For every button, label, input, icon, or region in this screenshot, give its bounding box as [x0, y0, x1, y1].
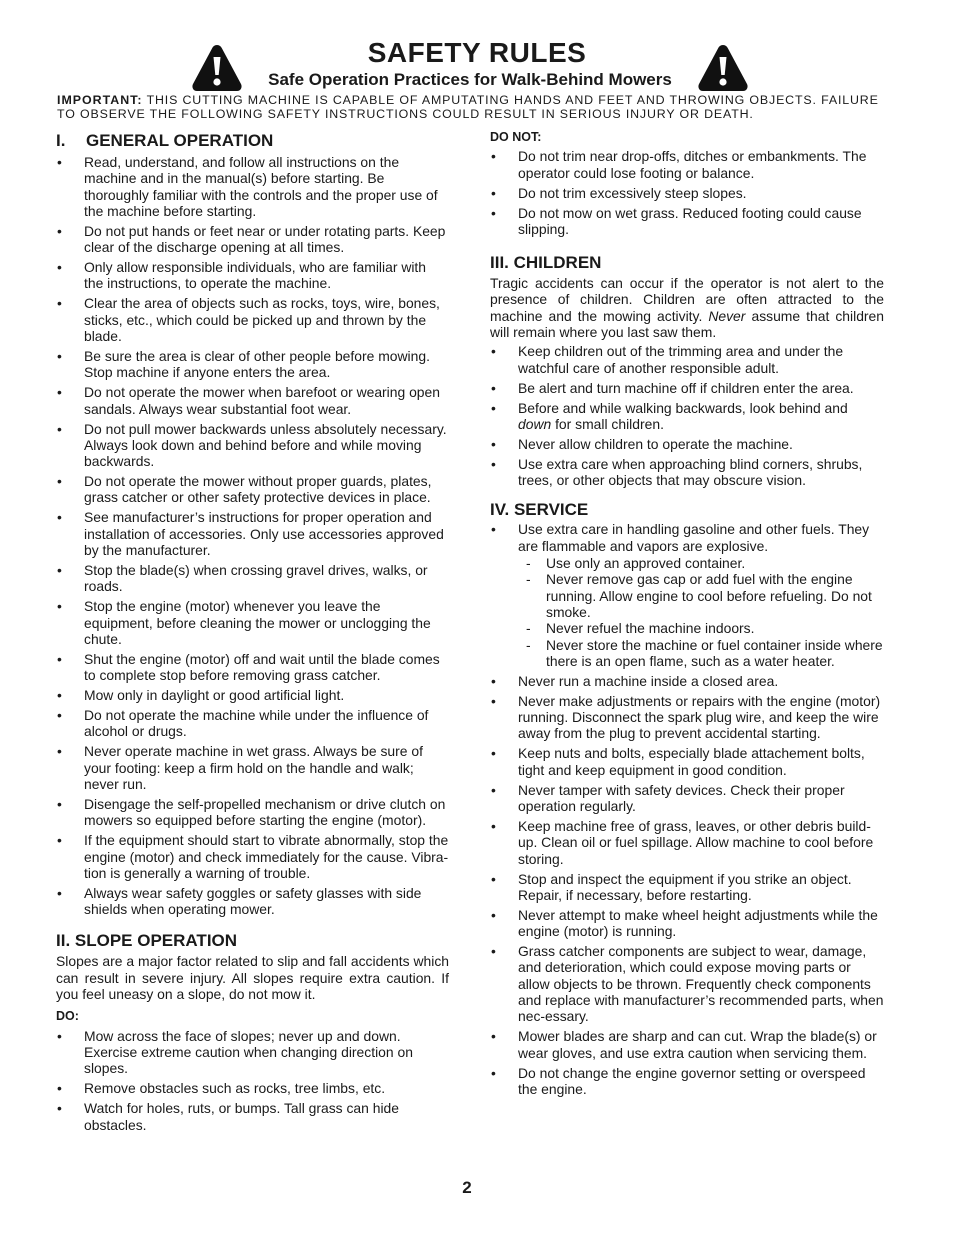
children-intro	[490, 275, 884, 340]
do-label: DO:	[56, 1009, 79, 1024]
sublist-item: - Never refuel the machine indoors.	[518, 620, 884, 636]
sublist-item: - Never remove gas cap or add fuel with the engine running. Allow engine to cool before refueling. Do not smoke.	[518, 571, 884, 620]
list-item: • Never allow children to operate the machine.	[490, 436, 884, 452]
list-item: • Keep children out of the trimming area and under the watchful care of another responsible adult.	[490, 343, 884, 376]
important-label: IMPORTANT:	[57, 93, 143, 107]
children-list	[490, 343, 884, 488]
service-list	[490, 521, 884, 1097]
list-item: • Read, understand, and follow all instructions on the machine and in the manual(s) before starting. Be thoroughly familiar with the controls and the proper use of the machine before starting.	[56, 154, 449, 219]
list-item: • See manufacturer’s instructions for proper operation and installation of accessories. Only use accessories approved by the manufacturer.	[56, 509, 449, 558]
right-column	[490, 129, 884, 1101]
list-item: • Always wear safety goggles or safety glasses with side shields when operating mower.	[56, 885, 449, 918]
section-heading-slope: II. SLOPE OPERATION	[56, 931, 238, 951]
section-heading-general	[56, 131, 449, 151]
list-item: • Use extra care when approaching blind corners, shrubs, trees, or other objects that may obscure vision.	[490, 456, 884, 489]
list-item: • Never operate machine in wet grass. Always be sure of your footing: keep a firm hold on the handle and walk; never run.	[56, 743, 449, 792]
list-item: • Never attempt to make wheel height adjustments while the engine (motor) is running.	[490, 907, 884, 940]
list-item: • Only allow responsible individuals, who are familiar with the instructions, to operate the machine.	[56, 259, 449, 292]
list-item-text: Use extra care in handling gasoline and other fuels. They are flammable and vapors are explosive.	[518, 521, 870, 554]
list-item: • If the equipment should start to vibrate abnormally, stop the engine (motor) and check immediately for the cause. Vibra-tion is generally a warning of trouble.	[56, 832, 449, 881]
list-item: • Mow only in daylight or good artificial light.	[56, 687, 449, 703]
list-item: • Do not change the engine governor setting or overspeed the engine.	[490, 1065, 884, 1098]
children-intro-text: assume that children will remain where you last saw them.	[490, 307, 885, 341]
list-item: • Mower blades are sharp and can cut. Wrap the blade(s) or wear gloves, and use extra caution when servicing them.	[490, 1028, 884, 1061]
left-column	[56, 131, 449, 1136]
fuel-sublist	[518, 555, 884, 669]
page-number: 2	[462, 1178, 472, 1197]
list-item: • Do not put hands or feet near or under rotating parts. Keep clear of the discharge opening at all times.	[56, 223, 449, 256]
list-item: • Disengage the self-propelled mechanism or drive clutch on mowers so equipped before starting the engine (motor).	[56, 796, 449, 829]
list-item: • Do not mow on wet grass. Reduced footing could cause slipping.	[490, 205, 884, 238]
list-item: • Clear the area of objects such as rocks, toys, wire, bones, sticks, etc., which could be picked up and thrown by the blade.	[56, 295, 449, 344]
page-subtitle: Safe Operation Practices for Walk-Behind Mowers	[268, 70, 672, 89]
page-title: SAFETY RULES	[367, 37, 587, 68]
list-item: • Do not operate the mower when barefoot or wearing open sandals. Always wear substantial foot wear.	[56, 384, 449, 417]
list-item: • Watch for holes, ruts, or bumps. Tall grass can hide obstacles.	[56, 1100, 449, 1133]
list-item-text: Before and while walking backwards, look behind and	[518, 399, 848, 416]
general-operation-list	[56, 154, 449, 917]
list-item: • Shut the engine (motor) off and wait until the blade comes to complete stop before removing grass catcher.	[56, 651, 449, 684]
list-item: • Mow across the face of slopes; never up and down. Exercise extreme caution when changing direction on slopes.	[56, 1028, 449, 1077]
list-item: • Keep nuts and bolts, especially blade attachement bolts, tight and keep equipment in good condition.	[490, 745, 884, 778]
important-text: THIS CUTTING MACHINE IS CAPABLE OF AMPUTATING HANDS AND FEET AND THROWING OBJECTS. FAILURE TO OBSERVE THE FOLLOWING SAFETY INSTRUCTIONS COULD RESULT IN SERIOUS INJURY OR DEATH.	[57, 93, 879, 121]
list-item: • Stop the blade(s) when crossing gravel drives, walks, or roads.	[56, 562, 449, 595]
list-item	[490, 400, 884, 433]
sublist-item: - Use only an approved container.	[518, 555, 884, 571]
children-intro-text: Tragic accidents can occur if the operator is not alert to the presence of children. Children are often attracted to the machine and the mowing activity.	[490, 275, 884, 324]
slope-intro: Slopes are a major factor related to slip and fall accidents which can result in severe injury. All slopes require extra caution. If you feel uneasy on a slope, do not mow it.	[56, 953, 449, 1003]
list-item: • Do not trim excessively steep slopes.	[490, 185, 884, 201]
important-notice	[57, 93, 887, 121]
list-item-emphasis: down	[518, 415, 552, 432]
list-item: • Do not operate the mower without proper guards, plates, grass catcher or other safety protective devices in place.	[56, 473, 449, 506]
list-item: • Be sure the area is clear of other people before mowing. Stop machine if anyone enters the area.	[56, 348, 449, 381]
list-item: • Do not operate the machine while under the influence of alcohol or drugs.	[56, 707, 449, 740]
list-item: • Do not pull mower backwards unless absolutely necessary. Always look down and behind before and while moving backwards.	[56, 421, 449, 470]
list-item-text: for small children.	[555, 415, 664, 432]
list-item: • Never make adjustments or repairs with the engine (motor) running. Disconnect the spark plug wire, and keep the wire away from the plug to prevent accidental starting.	[490, 693, 884, 742]
section-title: GENERAL OPERATION	[86, 131, 274, 150]
section-number: I.	[56, 131, 66, 150]
sublist-item: - Never store the machine or fuel container inside where there is an open flame, such as a water heater.	[518, 637, 884, 670]
list-item: • Remove obstacles such as rocks, tree limbs, etc.	[56, 1080, 449, 1096]
section-heading-service: IV. SERVICE	[490, 500, 589, 520]
section-heading-children: III. CHILDREN	[490, 253, 602, 273]
donot-list	[490, 148, 884, 237]
do-list	[56, 1028, 449, 1133]
list-item: • Stop and inspect the equipment if you strike an object. Repair, if necessary, before restarting.	[490, 871, 884, 904]
children-intro-emphasis: Never	[708, 307, 746, 324]
list-item: • Never run a machine inside a closed area.	[490, 673, 884, 689]
list-item: • Do not trim near drop-offs, ditches or embankments. The operator could lose footing or balance.	[490, 148, 884, 181]
list-item: • Never tamper with safety devices. Check their proper operation regularly.	[490, 782, 884, 815]
list-item: • Be alert and turn machine off if children enter the area.	[490, 380, 884, 396]
list-item: • Grass catcher components are subject to wear, damage, and deterioration, which could expose moving parts or allow objects to be thrown. Frequently check components and replace with manufacturer’s recommended parts, when nec-essary.	[490, 943, 884, 1024]
list-item	[490, 521, 884, 669]
donot-label: DO NOT:	[490, 130, 542, 144]
list-item: • Stop the engine (motor) whenever you leave the equipment, before cleaning the mower or unclogging the chute.	[56, 598, 449, 647]
list-item: • Keep machine free of grass, leaves, or other debris build-up. Clean oil or fuel spillage. Allow machine to cool before storing.	[490, 818, 884, 867]
